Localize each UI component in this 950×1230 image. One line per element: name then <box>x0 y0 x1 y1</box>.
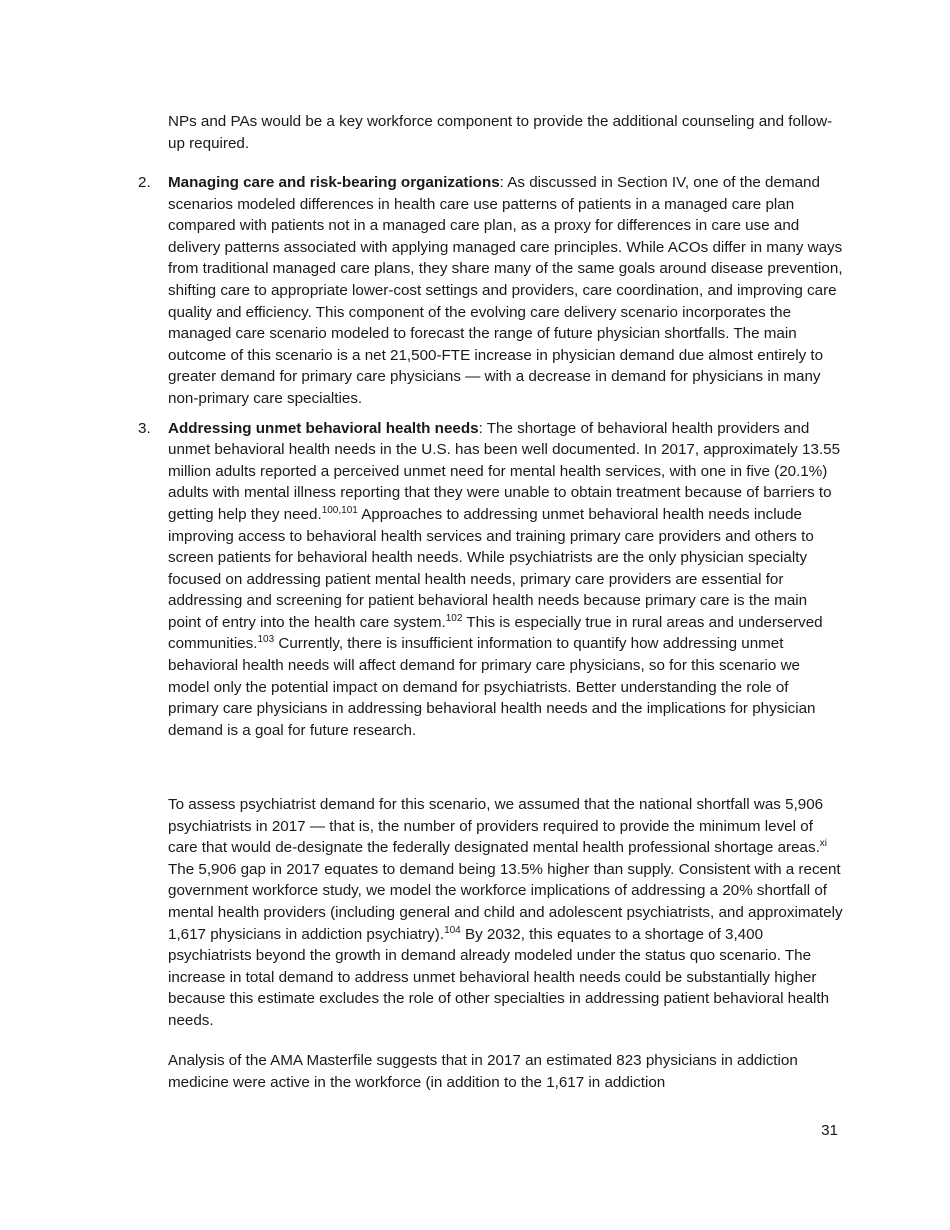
paragraph-text: The 5,906 gap in 2017 equates to demand being 13.5% higher than supply. Consistent with a recent government workforce study, we model the workforce implications of addressing a 20% shortfall of mental health providers (including general and child and adolescent psychiatrists, and approximately 1,617 physicians in addiction psychiatry). <box>168 860 843 943</box>
footnote-ref: xi <box>819 838 828 850</box>
list-item-text: Currently, there is insufficient information to quantify how addressing unmet behavioral health needs will affect demand for primary care physicians, so for this scenario we model only the potential impact on demand for psychiatrists. Better understanding the role of primary care physicians in addressing behavioral health needs and the implications for physician demand is a goal for future research. <box>168 635 816 739</box>
list-number: 3. <box>138 419 151 437</box>
list-item-text: : The shortage of behavioral health providers and unmet behavioral health needs in the U.S. has been well documented. In 2017, approximately 13.55 million adults reported a perceived unmet need for mental health services, with one in five (20.1%) adults with mental illness reporting that they were unable to obtain treatment because of barriers to getting help they need. <box>168 419 841 523</box>
list-item-text: This is especially true in rural areas and underserved communities. <box>168 613 823 653</box>
footnote-ref: 102 <box>445 612 463 624</box>
footnote-ref: 103 <box>257 634 275 646</box>
list-item-body <box>168 418 843 742</box>
list-item-3 <box>0 418 950 742</box>
list-item-heading: Managing care and risk-bearing organizations <box>168 174 500 191</box>
list-item-text: Approaches to addressing unmet behavioral health needs include improving access to behavioral health services and training primary care providers and others to screen patients for behavioral health needs. While psychiatrists are the only physician specialty focused on addressing patient mental health needs, primary care providers are essential for addressing and screening for patient behavioral health needs because primary care is the main point of entry into the health care system. <box>168 505 814 631</box>
paragraph-text: To assess psychiatrist demand for this scenario, we assumed that the national shortfall was 5,906 psychiatrists in 2017 — that is, the number of providers required to provide the minimum level of care that would de-designate the federally designated mental health professional shortage areas. <box>168 796 824 857</box>
footnote-ref: 100,101 <box>321 504 358 516</box>
list-item-body <box>168 172 843 410</box>
list-item-2 <box>0 172 950 410</box>
list-item-heading: Addressing unmet behavioral health needs <box>168 419 479 437</box>
numbered-list <box>0 172 950 749</box>
list-item-text: : As discussed in Section IV, one of the demand scenarios modeled differences in health care use patterns of patients in a managed care plan compared with patients not in a managed care plan, as a proxy for differences in care use and delivery patterns associated with applying managed care principles. While ACOs differ in many ways from traditional managed care plans, they share many of the same goals around disease prevention, shifting care to appropriate lower-cost settings and providers, care coordination, and improving care quality and efficiency. This component of the evolving care delivery scenario incorporates the managed care scenario modeled to forecast the range of future physician shortfalls. The main outcome of this scenario is a net 21,500-FTE increase in physician demand due almost entirely to greater demand for primary care physicians — with a decrease in demand for physicians in many non-primary care specialties. <box>168 174 843 407</box>
masterfile-paragraph: Analysis of the AMA Masterfile suggests that in 2017 an estimated 823 physicians in addiction medicine were active in the workforce (in addition to the 1,617 in addiction <box>168 1052 798 1091</box>
footnote-ref: 104 <box>444 924 461 936</box>
page-number: 31 <box>821 1122 838 1139</box>
intro-paragraph: NPs and PAs would be a key workforce component to provide the additional counseling and follow-up required. <box>168 113 833 152</box>
list-number: 2. <box>138 174 151 191</box>
psychiatrist-demand-paragraph <box>168 794 843 1032</box>
paragraph-text: By 2032, this equates to a shortage of 3,400 psychiatrists beyond the growth in demand already modeled under the status quo scenario. The increase in total demand to address unmet behavioral health needs could be substantially higher because this estimate excludes the role of other specialties in addressing patient behavioral health needs. <box>168 925 830 1029</box>
